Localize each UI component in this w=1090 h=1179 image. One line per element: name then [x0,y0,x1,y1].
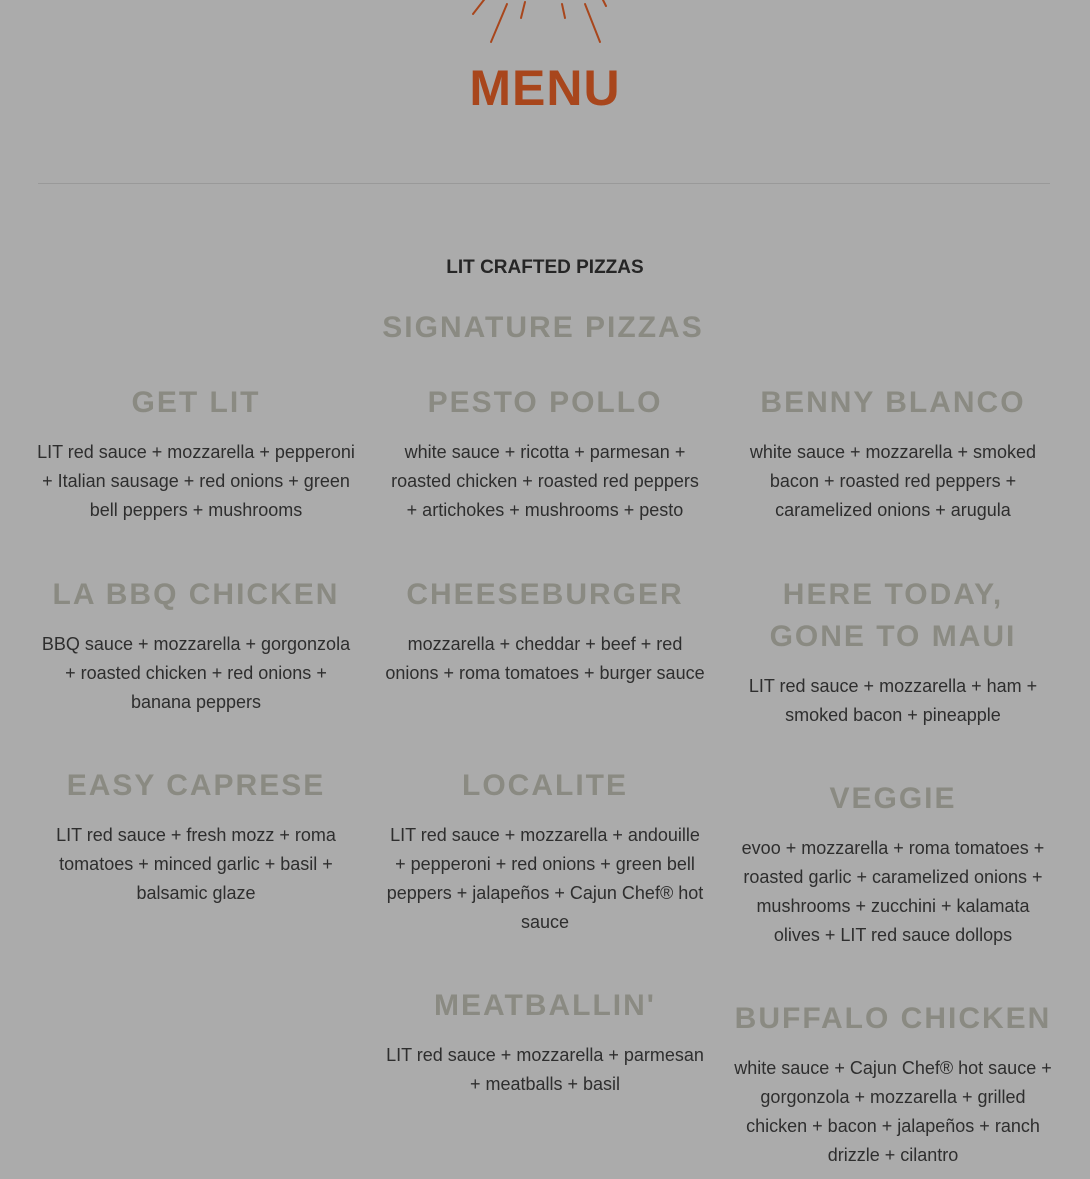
pizza-description: white sauce + Cajun Chef® hot sauce + gorgonzola + mozzarella + grilled chicken + bacon + jalapeños + ranch drizzle + cilantro [734,1058,1052,1165]
pizza-name: BUFFALO CHICKEN [734,1002,1052,1035]
pizza-la-bbq-chicken [36,574,356,717]
pizza-name: MEATBALLIN' [434,989,656,1022]
section-title: LIT CRAFTED PIZZAS [446,257,644,278]
pizza-description: LIT red sauce + mozzarella + andouille + pepperoni + red onions + green bell peppers + jalapeños + Cajun Chef® hot sauce [386,825,704,932]
pizza-description: LIT red sauce + fresh mozz + roma tomatoes + minced garlic + basil + balsamic glaze [56,825,336,903]
pizza-description: evoo + mozzarella + roma tomatoes + roasted garlic + caramelized onions + mushrooms + zucchini + kalamata olives + LIT red sauce dollops [741,838,1045,945]
page-title: MENU [469,60,621,116]
pizza-description: mozzarella + cheddar + beef + red onions + roma tomatoes + burger sauce [385,634,705,683]
pizza-meatballin [385,985,705,1099]
pizza-here-today-gone-to-maui [733,574,1053,730]
sunburst-icon [465,0,625,50]
pizza-easy-caprese [36,765,356,908]
pizza-description: white sauce + mozzarella + smoked bacon + roasted red peppers + caramelized onions + arugula [749,442,1037,520]
divider [38,183,1050,184]
pizza-description: LIT red sauce + mozzarella + pepperoni + Italian sausage + red onions + green bell peppers + mushrooms [37,442,355,520]
pizza-description: BBQ sauce + mozzarella + gorgonzola + roasted chicken + red onions + banana peppers [41,634,351,712]
pizza-description: LIT red sauce + mozzarella + parmesan + meatballs + basil [386,1045,704,1094]
pizza-pesto-pollo [385,382,705,525]
pizza-name: BENNY BLANCO [760,386,1026,419]
pizza-name: VEGGIE [829,782,957,815]
pizza-name: PESTO POLLO [427,386,663,419]
pizza-benny-blanco [733,382,1053,525]
pizza-localite [385,765,705,937]
pizza-buffalo-chicken [733,998,1053,1170]
pizza-get-lit [36,382,356,525]
pizza-name: CHEESEBURGER [406,578,684,611]
category-title: SIGNATURE PIZZAS [382,311,704,344]
pizza-name: GET LIT [131,386,261,419]
pizza-name: HERE TODAY, GONE TO MAUI [769,578,1017,653]
pizza-description: white sauce + ricotta + parmesan + roasted chicken + roasted red peppers + artichokes + mushrooms + pesto [391,442,699,520]
pizza-description: LIT red sauce + mozzarella + ham + smoked bacon + pineapple [748,676,1038,725]
pizza-name: LOCALITE [462,769,628,802]
pizza-veggie [733,778,1053,950]
pizza-name: EASY CAPRESE [66,769,326,802]
pizza-cheeseburger [385,574,705,688]
pizza-name: LA BBQ CHICKEN [52,578,340,611]
